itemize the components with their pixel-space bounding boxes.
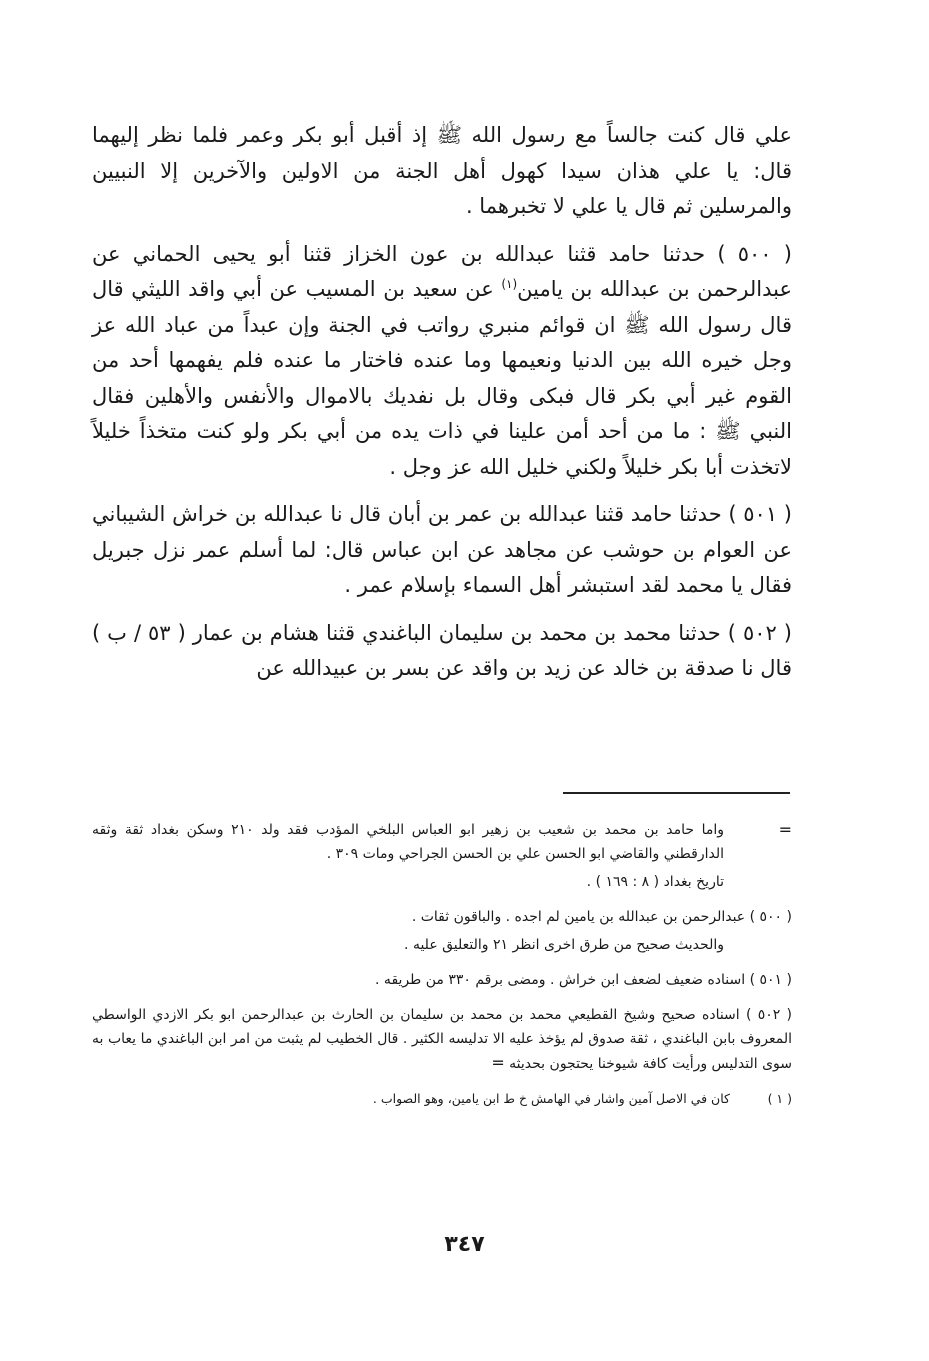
paragraph-hadith-500 — [92, 237, 792, 486]
footnote-continuation-ref: تاريخ بغداد ( ٨ : ١٦٩ ) . — [586, 874, 724, 890]
footnote-1-label: ( ١ ) — [767, 1091, 792, 1106]
hadith-500-opening: ( ٥٠٠ ) حدثنا حامد قثنا عبدالله بن عون الخزاز قثنا أبو يحيى الحماني عن عبدالرحمن بن عبدالله بن يامين — [92, 241, 792, 301]
paragraph-hadith-502: ( ٥٠٢ ) حدثنا محمد بن محمد بن سليمان الباغندي قثنا هشام بن عمار ( ٥٣ / ب ) قال نا صدقة بن خالد عن زيد بن واقد عن بسر بن عبيدالله عن — [92, 620, 792, 680]
footnote-502-end-mark: = — [491, 1053, 505, 1072]
hadith-500-body: عن سعيد بن المسيب عن أبي واقد الليثي قال قال رسول الله ﷺ ان قوائم منبري رواتب في الجنة وإن عبداً من عباد الله عز وجل خيره الله بين الدنيا ونعيمها وما عنده فاختار ما عنده فلم يفهمها أحد من القوم غير أبي بكر قال فبكى وقال بل نفديك بالاموال والأنفس والأهلين فقال النبي ﷺ : ما من أحد أمن علينا في ذات يده من أبي بكر ولو كنت متخذاً خليلاً لاتخذت أبا بكر خليلاً ولكني خليل الله عز وجل . — [92, 277, 792, 479]
footnote-continuation — [92, 818, 792, 866]
footnotes-block — [92, 818, 792, 1121]
footnote-continuation-text: واما حامد بن محمد بن شعيب بن زهير ابو العباس البلخي المؤدب فقد ولد ٢١٠ وسكن بغداد ثقة وثقه الدارقطني والقاضي ابو الحسن علي بن الحسن الجراحي ومات ٣٠٩ . — [92, 822, 725, 862]
footnote-502 — [92, 1003, 792, 1076]
paragraph-hadith-501: ( ٥٠١ ) حدثنا حامد قثنا عبدالله بن عمر بن أبان قال نا عبدالله بن خراش الشيباني عن العوام بن حوشب عن مجاهد عن ابن عباس قال: لما أسلم عمر نزل جبريل فقال يا محمد لقد استبشر أهل السماء بإسلام عمر . — [92, 502, 792, 597]
continuation-mark: = — [778, 820, 792, 839]
paragraph-continuation: علي قال كنت جالساً مع رسول الله ﷺ إذ أقبل أبو بكر وعمر فلما نظر إليهما قال: يا علي هذان سيدا كهول أهل الجنة من الاولين والآخرين إلا النبيين والمرسلين ثم قال يا علي لا تخبرهما . — [92, 123, 792, 218]
footnote-divider — [563, 792, 790, 794]
footnote-502-text: ( ٥٠٢ ) اسناده صحيح وشيخ القطيعي محمد بن محمد بن سليمان بن الحارث بن عبدالرحمن ابو بكر الازدي الواسطي المعروف بابن الباغندي ، ثقة صدوق لم يؤخذ عليه الا تدليسه الكثير . قال الخطيب لم يثبت من امر ابن الباغندي ما يعاب به سوى التدليس ورأيت كافة شيوخنا يحتجون بحديثه — [92, 1007, 792, 1072]
footnote-501: ( ٥٠١ ) اسناده ضعيف لضعف ابن خراش . ومضى برقم ٣٣٠ من طريقه . — [375, 972, 792, 988]
footnote-1-text: كان في الاصل آمين واشار في الهامش خ ط ابن يامين، وهو الصواب . — [372, 1091, 731, 1106]
main-text-block — [92, 118, 792, 699]
footnote-500-line2: والحديث صحيح من طرق اخرى انظر ٢١ والتعليق عليه . — [404, 937, 724, 953]
page-number: ٣٤٧ — [444, 1232, 485, 1257]
footnote-1 — [92, 1088, 792, 1110]
footnote-marker-1[interactable]: (١) — [501, 277, 518, 291]
footnote-500-line1: ( ٥٠٠ ) عبدالرحمن بن عبدالله بن يامين لم اجده . والباقون ثقات . — [411, 909, 792, 925]
